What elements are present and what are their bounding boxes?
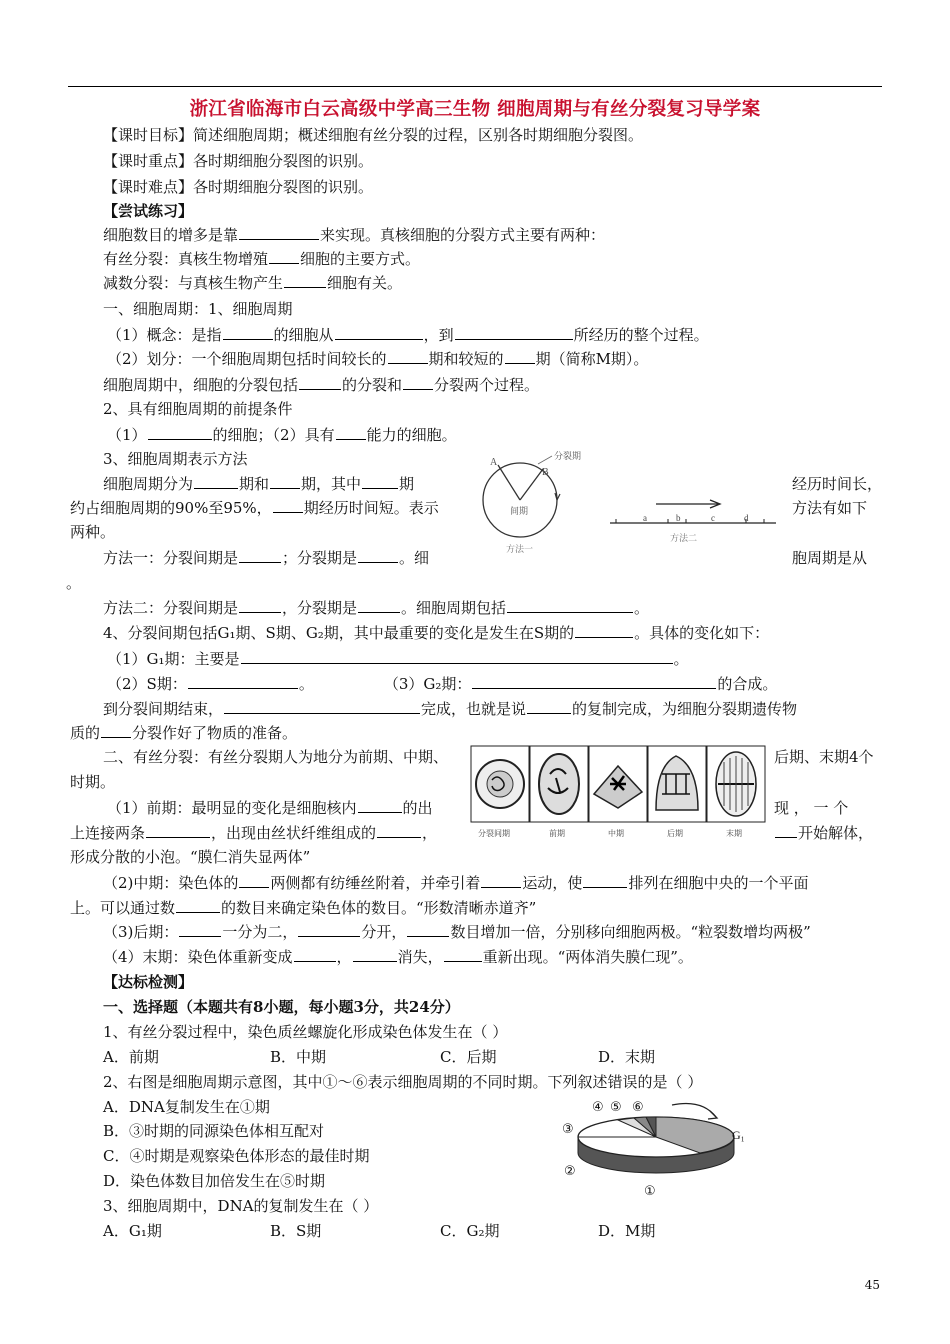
q1-option-b: B．中期 <box>270 1048 327 1066</box>
method-one-line: 方法一：分裂间期是 ；分裂期是 。细 <box>103 549 430 567</box>
stage-label-metaphase: 中期 <box>608 829 624 838</box>
q3-option-c: C．G₂期 <box>440 1222 500 1240</box>
concept-line: （1）概念：是指 的细胞从 ，到 所经历的整个过程。 <box>107 326 709 344</box>
lesson-focus: 【课时重点】各时期细胞分裂图的识别。 <box>103 152 374 170</box>
method-two-line: 方法二：分裂间期是 ，分裂期是 。细胞周期包括 。 <box>103 599 650 617</box>
marker-5: ⑤ <box>610 1100 622 1115</box>
division-line: （2）划分：一个细胞周期包括时间较长的 期和较短的 期（简称M期）。 <box>107 350 649 368</box>
telophase-line: （4）末期：染色体重新变成 ， 消失， 重新出现。“两体消失膜仁现”。 <box>103 948 693 966</box>
marker-1: ① <box>644 1184 656 1199</box>
mitosis-heading-right: 后期、末期4个 <box>774 748 874 766</box>
question-1: 1、有丝分裂过程中，染色质丝螺旋化形成染色体发生在（ ） <box>103 1023 508 1041</box>
two-ways-line: 两种。 <box>70 523 116 541</box>
method-heading: 3、细胞周期表示方法 <box>103 450 248 468</box>
marker-2: ② <box>564 1164 576 1179</box>
marker-6: ⑥ <box>632 1100 644 1115</box>
cycle-circle-diagram <box>476 448 582 558</box>
caption-method-two: 方法二 <box>670 533 698 543</box>
practice-line-3: 减数分裂：与真核生物产生 细胞有关。 <box>103 274 403 292</box>
q1-option-c: C．后期 <box>440 1048 497 1066</box>
prophase-line-2: 上连接两条 ，出现由丝状纤维组成的 ， <box>70 824 438 842</box>
section-cell-cycle: 一、细胞周期：1、细胞周期 <box>103 300 293 318</box>
lesson-goal: 【课时目标】简述细胞周期；概述细胞有丝分裂的过程，区别各时期细胞分裂图。 <box>103 126 644 144</box>
q1-option-d: D．末期 <box>598 1048 656 1066</box>
mitosis-heading: 二、有丝分裂：有丝分裂期人为地分为前期、中期、 <box>103 748 449 766</box>
interphase-line: 4、分裂间期包括G₁期、S期、G₂期，其中最重要的变化是发生在S期的 。具体的变化如下： <box>103 624 770 642</box>
marker-4: ④ <box>592 1100 604 1115</box>
cycle-pie-figure <box>560 1095 760 1205</box>
header-rule <box>68 86 882 87</box>
test-section-title: 一、选择题（本题共有8小题，每小题3分，共24分） <box>103 998 460 1016</box>
ratio-line-right: 方法有如下 <box>792 499 868 517</box>
material-line: 质的 分裂作好了物质的准备。 <box>70 724 298 742</box>
label-b: B <box>542 467 549 478</box>
test-heading: 【达标检测】 <box>103 973 194 991</box>
s-g2-line: （2）S期： 。 （3）G₂期： 的合成。 <box>107 675 778 693</box>
precondition-heading: 2、具有细胞周期的前提条件 <box>103 400 293 418</box>
page-title: 浙江省临海市白云高级中学高三生物 细胞周期与有丝分裂复习导学案 <box>189 99 761 120</box>
label-interphase: 间期 <box>510 506 529 516</box>
cycle-line-diagram <box>606 492 782 548</box>
cycle-division-line: 细胞周期中，细胞的分裂包括 的分裂和 分裂两个过程。 <box>103 376 540 394</box>
precondition-line: （1） 的细胞；（2）具有 能力的细胞。 <box>107 426 457 444</box>
marker-g1: G₁ <box>732 1128 745 1142</box>
metaphase-line: （2)中期：染色体的 两侧都有纺缍丝附着，并牵引着 运动，使 排列在细胞中央的一个平面 <box>103 874 809 892</box>
g1-line: （1）G₁期：主要是 。 <box>107 650 689 668</box>
period-line: 时期。 <box>70 773 116 791</box>
prophase-line: （1）前期：最明显的变化是细胞核内 的出 <box>107 799 433 817</box>
q2-option-d: D．染色体数目加倍发生在⑤时期 <box>103 1172 326 1190</box>
marker-3: ③ <box>562 1122 574 1137</box>
caption-method-one: 方法一 <box>506 544 534 554</box>
prophase-line-right: 现 ， 一 个 <box>774 799 849 817</box>
tick-a: a <box>643 513 647 523</box>
practice-line-1: 细胞数目的增多是靠 来实现。真核细胞的分裂方式主要有两种： <box>103 226 606 244</box>
stage-label-telophase: 末期 <box>726 829 742 838</box>
prophase-line-3: 形成分散的小泡。“膜仁消失显两体” <box>70 848 311 866</box>
metaphase-line-2: 上。可以通过数 的数目来确定染色体的数目。“形数清晰赤道齐” <box>70 899 537 917</box>
label-split-phase: 分裂期 <box>554 451 582 461</box>
q2-option-b: B．③时期的同源染色体相互配对 <box>103 1122 325 1140</box>
q3-option-a: A．G₁期 <box>103 1222 162 1240</box>
mitosis-stages-figure <box>470 744 770 842</box>
interphase-end-line: 到分裂间期结束， 完成，也就是说 的复制完成，为细胞分裂期遗传物 <box>103 700 798 718</box>
q1-option-a: A．前期 <box>103 1048 159 1066</box>
tick-c: c <box>711 513 715 523</box>
stage-label-anaphase: 后期 <box>667 829 683 838</box>
stage-label-prophase: 前期 <box>549 829 565 838</box>
tick-d: d <box>744 513 749 523</box>
page-number: 45 <box>864 1278 880 1292</box>
question-2: 2、右图是细胞周期示意图，其中①～⑥表示细胞周期的不同时期。下列叙述错误的是（ ） <box>103 1073 703 1091</box>
method-one-line-right: 胞周期是从 <box>792 549 868 567</box>
stage-label-interphase: 分裂间期 <box>478 829 510 838</box>
practice-line-2: 有丝分裂：真核生物增殖 细胞的主要方式。 <box>103 250 421 268</box>
q3-option-b: B．S期 <box>270 1222 322 1240</box>
q2-option-a: A．DNA复制发生在①期 <box>103 1098 270 1116</box>
tick-b: b <box>676 513 681 523</box>
label-a: A <box>490 457 498 468</box>
anaphase-line: （3)后期： 一分为二， 分开， 数目增加一倍，分别移向细胞两极。“粒裂数增均两极” <box>103 923 811 941</box>
period-mark: 。 <box>66 574 82 592</box>
ratio-line: 约占细胞周期的90%至95%， 期经历时间短。表示 <box>70 499 439 517</box>
q2-option-c: C．④时期是观察染色体形态的最佳时期 <box>103 1147 370 1165</box>
phase-line-right: 经历时间长， <box>792 475 883 493</box>
lesson-difficulty: 【课时难点】各时期细胞分裂图的识别。 <box>103 178 374 196</box>
prophase-line-2-right: 开始解体， <box>774 822 873 843</box>
q3-option-d: D．M期 <box>598 1222 656 1240</box>
phase-line: 细胞周期分为 期和 期，其中 期 <box>103 475 415 493</box>
practice-heading: 【尝试练习】 <box>103 202 194 220</box>
question-3: 3、细胞周期中，DNA的复制发生在（ ） <box>103 1197 379 1215</box>
